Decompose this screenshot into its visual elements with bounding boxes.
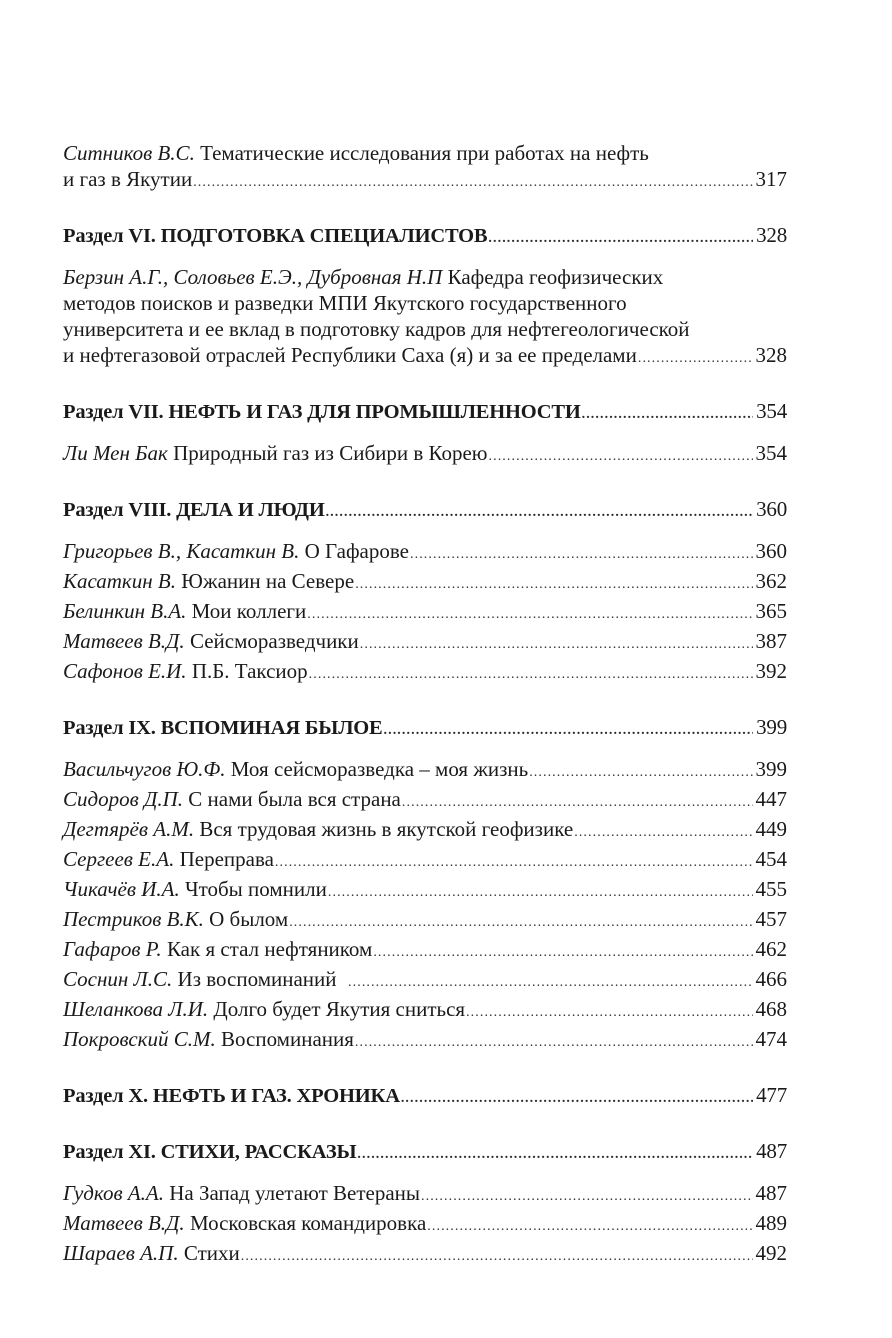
dot-leader [348,970,752,996]
section-title: Раздел VII. НЕФТЬ И ГАЗ ДЛЯ ПРОМЫШЛЕННОСТИ [63,401,581,423]
dot-leader [193,170,752,196]
dot-leader [427,1214,752,1240]
page-number: 399 [756,715,787,739]
page-number: 468 [755,997,787,1021]
page-number: 360 [756,497,787,521]
toc-entry-line [63,140,787,166]
entry-author: Ситников В.С. [63,141,195,165]
dot-leader [421,1184,753,1210]
toc-entry [63,846,787,876]
entry-author: Сафонов Е.И. [63,659,187,683]
dot-leader [384,718,754,744]
toc-entry [63,598,787,628]
toc-entry [63,628,787,658]
toc-entry-line [63,264,787,290]
page-number: 360 [755,539,787,563]
dot-leader [401,1086,753,1112]
entry-author: Матвеев В.Д. [63,1211,185,1235]
entry-author: Васильчугов Ю.Ф. [63,757,226,781]
entry-title: Чтобы помнили [184,877,327,901]
entry-author: Сидоров Д.П. [63,787,184,811]
page-number: 399 [755,757,787,781]
entry-author: Сергеев Е.А. [63,847,175,871]
toc-entry [63,658,787,688]
dot-leader [357,1142,753,1168]
entry-title: Моя сейсморазведка – моя жизнь [230,757,529,781]
dot-leader [275,850,753,876]
section-heading [63,1082,787,1112]
toc-entry [63,440,787,470]
entry-title: На Запад улетают Ветераны [169,1181,420,1205]
section-title: Раздел VI. ПОДГОТОВКА СПЕЦИАЛИСТОВ [63,225,488,247]
entry-author: Белинкин В.А. [63,599,187,623]
section-heading [63,398,787,428]
entry-title: О былом [209,907,289,931]
page-number: 362 [755,569,787,593]
page-number: 462 [755,937,787,961]
page-number: 387 [755,629,787,653]
section-heading [63,496,787,526]
entry-author: Берзин А.Г., Соловьев Е.Э., Дубровная Н.П [63,265,443,289]
dot-leader [307,602,752,628]
dot-leader [466,1000,752,1026]
toc-entry [63,816,787,846]
entry-title: Мои коллеги [191,599,307,623]
section-heading [63,1138,787,1168]
toc-entry [63,906,787,936]
entry-title: П.Б. Таксиор [191,659,308,683]
page-number: 466 [755,967,787,991]
page-number: 447 [755,787,787,811]
dot-leader [574,820,752,846]
entry-title: Сейсморазведчики [189,629,359,653]
entry-author: Покровский С.М. [63,1027,216,1051]
entry-title: Из воспоминаний [177,967,337,991]
section-title: Раздел IX. ВСПОМИНАЯ БЫЛОЕ [63,717,383,739]
entry-author: Соснин Л.С. [63,967,173,991]
dot-leader [328,880,753,906]
section-title: Раздел X. НЕФТЬ И ГАЗ. ХРОНИКА [63,1085,400,1107]
dot-leader [355,572,752,598]
entry-author: Дегтярёв А.М. [63,817,195,841]
toc-entry [63,996,787,1026]
toc-entry [63,1210,787,1240]
page-number: 454 [755,847,787,871]
page-number: 487 [755,1181,787,1205]
page-number: 449 [755,817,787,841]
page-number: 354 [755,441,787,465]
dot-leader [326,500,754,526]
entry-title: Вся трудовая жизнь в якутской геофизике [199,817,574,841]
entry-title: Долго будет Якутия сниться [213,997,466,1021]
page-number: 354 [756,399,787,423]
page-number: 317 [755,167,787,191]
page-number: 492 [755,1241,787,1265]
dot-leader [402,790,753,816]
entry-author: Шеланкова Л.И. [63,997,209,1021]
dot-leader [529,760,752,786]
entry-title: Переправа [179,847,274,871]
entry-title-continued: и нефтегазовой отраслей Республики Саха (я) и за ее пределами [63,343,637,367]
entry-title: Воспоминания [220,1027,354,1051]
page-number: 487 [756,1139,787,1163]
entry-author: Шараев А.П. [63,1241,179,1265]
entry-title: Московская командировка [189,1211,427,1235]
entry-author: Чикачёв И.А. [63,877,180,901]
toc-entry-line: университета и ее вклад в подготовку кадров для нефтегеологической [63,317,690,341]
table-of-contents [63,140,787,1270]
page-number: 477 [756,1083,787,1107]
entry-author: Гудков А.А. [63,1181,164,1205]
entry-author: Матвеев В.Д. [63,629,185,653]
toc-entry [63,876,787,906]
entry-author: Пестриков В.К. [63,907,204,931]
entry-author: Касаткин В. [63,569,176,593]
entry-title: Природный газ из Сибири в Корею [173,441,488,465]
dot-leader [241,1244,753,1270]
dot-leader [360,632,753,658]
entry-title-continued: и газ в Якутии [63,167,193,191]
entry-author: Григорьев В., Касаткин В. [63,539,300,563]
entry-title: О Гафарове [304,539,409,563]
entry-title: Тематические исследования при работах на нефть [200,141,649,165]
dot-leader [488,226,753,252]
toc-entry [63,166,787,196]
page-number: 328 [756,223,787,247]
section-title: Раздел XI. СТИХИ, РАССКАЗЫ [63,1141,357,1163]
page-number: 392 [755,659,787,683]
section-heading [63,714,787,744]
dot-leader [638,346,753,372]
toc-entry [63,786,787,816]
section-heading [63,222,787,252]
toc-entry [63,1240,787,1270]
dot-leader [289,910,752,936]
page-number: 328 [755,343,787,367]
entry-title: С нами была вся страна [188,787,401,811]
page-number: 474 [755,1027,787,1051]
entry-author: Ли Мен Бак [63,441,168,465]
entry-title: Стихи [183,1241,240,1265]
toc-entry [63,756,787,786]
toc-entry [63,1026,787,1056]
dot-leader [489,444,753,470]
toc-entry [63,936,787,966]
entry-title: Кафедра геофизических [447,265,664,289]
entry-author: Гафаров Р. [63,937,162,961]
toc-entry [63,538,787,568]
toc-entry [63,1180,787,1210]
page-number: 365 [755,599,787,623]
dot-leader [373,940,752,966]
toc-entry [63,342,787,372]
toc-entry-line: методов поисков и разведки МПИ Якутского государственного [63,291,627,315]
entry-title: Южанин на Севере [181,569,355,593]
toc-entry [63,568,787,598]
dot-leader [355,1030,753,1056]
section-title: Раздел VIII. ДЕЛА И ЛЮДИ [63,499,325,521]
toc-entry [63,966,787,996]
page-number: 489 [755,1211,787,1235]
entry-title: Как я стал нефтяником [166,937,373,961]
dot-leader [309,662,753,688]
page-number: 455 [755,877,787,901]
dot-leader [410,542,753,568]
dot-leader [582,402,754,428]
page-number: 457 [755,907,787,931]
